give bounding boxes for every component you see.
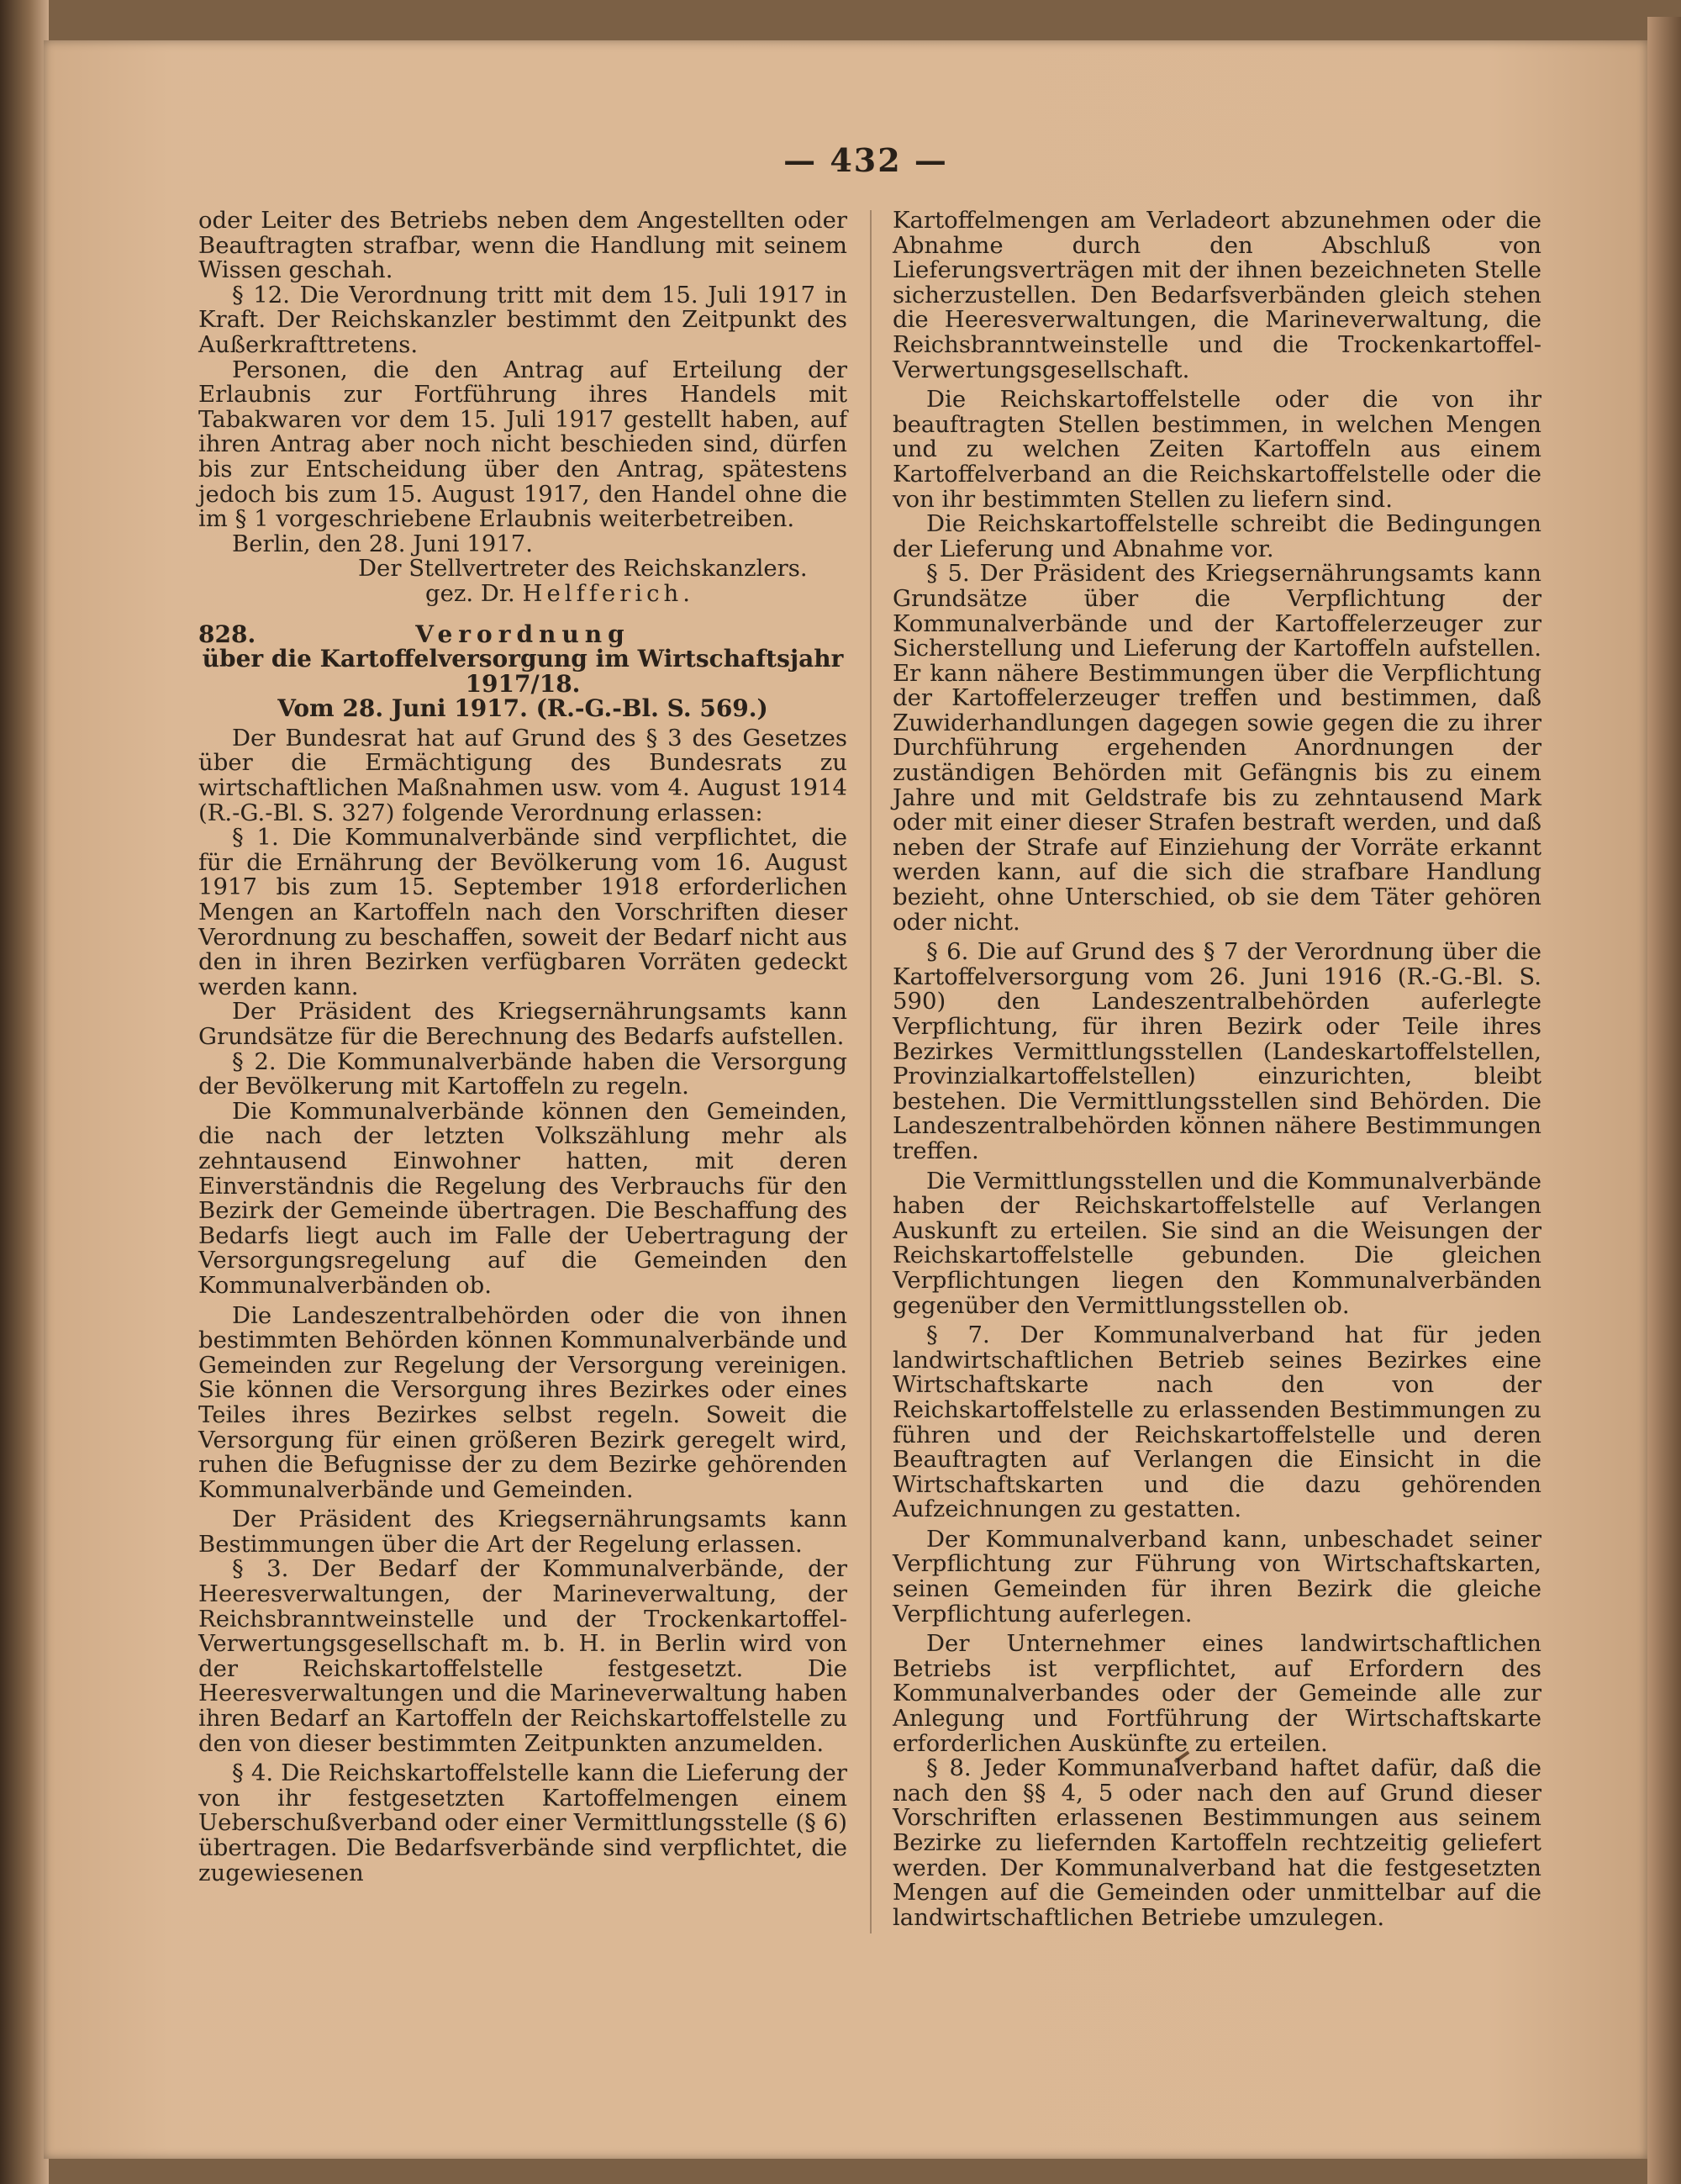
- paragraph: § 4. Die Reichskartoffelstelle kann die Lieferung der von ihr festgesetzten Kartoffelmengen einem Ueberschußverband oder einer Vermittlungsstelle (§ 6) übertragen. Die Bedarfsverbände sind verpflichtet, die zugewiesenen: [198, 1759, 847, 1886]
- decree-title: Verordnung: [415, 620, 630, 648]
- paragraph: Die Reichskartoffelstelle oder die von ihr beauftragten Stellen bestimmen, in welchen Mengen und zu welchen Zeiten Kartoffeln aus einem Kartoffelverband an die Reichskartoffelstelle oder die von ihr bestimmten Stellen zu liefern sind.: [893, 386, 1541, 513]
- paragraph: oder Leiter des Betriebs neben dem Angestellten oder Beauftragten strafbar, wenn die Handlung mit seinem Wissen geschah.: [198, 207, 847, 284]
- paragraph: § 3. Der Bedarf der Kommunalverbände, der Heeresverwaltungen, der Marineverwaltung, der Reichsbranntweinstelle und der Trockenkartoffel-Verwertungsgesellschaft m. b. H. in Berlin wird von der Reichskartoffelstelle festgesetzt. Die Heeresverwaltungen und die Marineverwaltung haben ihren Bedarf an Kartoffeln der Reichskartoffelstelle zu den von dieser bestimmten Zeitpunkten anzumelden.: [198, 1555, 847, 1757]
- paragraph: Die Reichskartoffelstelle schreibt die Bedingungen der Lieferung und Abnahme vor.: [893, 510, 1541, 562]
- place-date: Berlin, den 28. Juni 1917.: [232, 530, 533, 557]
- decree-subject: über die Kartoffelversorgung im Wirtschaftsjahr 1917/18.: [202, 645, 844, 698]
- signature-role: Der Stellvertreter des Reichskanzlers.: [358, 555, 808, 583]
- paragraph: § 12. Die Verordnung tritt mit dem 15. Juli 1917 in Kraft. Der Reichskanzler bestimmt den Zeitpunkt des Außerkrafttretens.: [198, 281, 847, 358]
- paragraph: § 7. Der Kommunalverband hat für jeden landwirtschaftlichen Betrieb seines Bezirkes eine Wirtschaftskarte nach den von der Reichskartoffelstelle zu erlassenden Bestimmungen zu führen und der Reichskartoffelstelle und deren Beauftragten auf Verlangen die Einsicht in die Wirtschaftskarten und die dazu gehörenden Aufzeichnungen zu gestatten.: [893, 1321, 1541, 1523]
- signature: [198, 579, 847, 607]
- paragraph: Die Landeszentralbehörden oder die von ihnen bestimmten Behörden können Kommunalverbände und Gemeinden zur Regelung der Versorgung vereinigen. Sie können die Versorgung ihres Bezirkes oder eines Teiles ihres Bezirkes selbst regeln. Soweit die Versorgung für einen größeren Bezirk geregelt wird, ruhen die Befugnisse der zu dem Bezirke gehörenden Kommunalverbände und Gemeinden.: [198, 1301, 847, 1503]
- paragraph: Der Kommunalverband kann, unbeschadet seiner Verpflichtung zur Führung von Wirtschaftskarten, seinen Gemeinden für ihren Bezirk die gleiche Verpflichtung auferlegen.: [893, 1525, 1541, 1627]
- paragraph: § 1. Die Kommunalverbände sind verpflichtet, die für die Ernährung der Bevölkerung vom 16. August 1917 bis zum 15. September 1918 erforderlichen Mengen an Kartoffeln nach den Vorschriften dieser Verordnung zu beschaffen, soweit der Bedarf nicht aus den in ihren Bezirken verfügbaren Vorräten gedeckt werden kann.: [198, 824, 847, 1000]
- column-divider: [870, 210, 872, 1933]
- paragraph: Der Präsident des Kriegsernährungsamts kann Bestimmungen über die Art der Regelung erlassen.: [198, 1506, 847, 1558]
- paragraph: Der Bundesrat hat auf Grund des § 3 des Gesetzes über die Ermächtigung des Bundesrats zu wirtschaftlichen Maßnahmen usw. vom 4. August 1914 (R.-G.-Bl. S. 327) folgende Verordnung erlassen:: [198, 724, 847, 826]
- paragraph: Der Präsident des Kriegsernährungsamts kann Grundsätze für die Berechnung des Bedarfs aufstellen.: [198, 998, 847, 1050]
- book-gutter: [0, 0, 49, 2184]
- right-column: [893, 208, 1541, 1930]
- signature-name: Helfferich.: [522, 579, 694, 607]
- page-number: — 432 —: [783, 141, 948, 179]
- decree-number: 828.: [198, 620, 256, 648]
- paragraph: Personen, die den Antrag auf Erteilung der Erlaubnis zur Fortführung ihres Handels mit Tabakwaren vor dem 15. Juli 1917 gestellt haben, auf ihren Antrag aber noch nicht beschieden sind, dürfen bis zur Entscheidung über den Antrag, spätestens jedoch bis zum 15. August 1917, den Handel ohne die im § 1 vorgeschriebene Erlaubnis weiterbetreiben.: [198, 356, 847, 533]
- paragraph: Die Vermittlungsstellen und die Kommunalverbände haben der Reichskartoffelstelle auf Verlangen Auskunft zu erteilen. Sie sind an die Weisungen der Reichskartoffelstelle gebunden. Die gleichen Verpflichtungen liegen den Kommunalverbänden gegenüber den Vermittlungsstellen ob.: [893, 1167, 1541, 1319]
- paragraph: Der Unternehmer eines landwirtschaftlichen Betriebs ist verpflichtet, auf Erfordern des Kommunalverbandes oder der Gemeinde alle zur Anlegung und Fortführung der Wirtschaftskarte erforderlichen Auskünfte zu erteilen.: [893, 1630, 1541, 1757]
- paragraph: § 5. Der Präsident des Kriegsernährungsamts kann Grundsätze über die Verpflichtung der Kommunalverbände und der Kartoffelerzeuger zur Sicherstellung und Lieferung der Kartoffeln aufstellen. Er kann nähere Bestimmungen über die Verpflichtung der Kartoffelerzeuger treffen und bestimmen, daß Zuwiderhandlungen dagegen sowie gegen die zu ihrer Durchführung ergehenden Anordnungen der zuständigen Behörden mit Gefängnis bis zu einem Jahre und mit Geldstrafe bis zu zehntausend Mark oder mit einer dieser Strafen bestraft werden, und daß neben der Strafe auf Einziehung der Vorräte erkannt werden kann, auf die sich die strafbare Handlung bezieht, ohne Unterschied, ob sie dem Täter gehören oder nicht.: [893, 560, 1541, 936]
- signature-prefix: gez. Dr.: [425, 579, 523, 607]
- paragraph: § 2. Die Kommunalverbände haben die Versorgung der Bevölkerung mit Kartoffeln zu regeln.: [198, 1047, 847, 1100]
- decree-date: Vom 28. Juni 1917. (R.-G.-Bl. S. 569.): [277, 694, 768, 723]
- page-edge: [1647, 17, 1681, 2184]
- left-column: [198, 208, 847, 1886]
- paragraph: Die Kommunalverbände können den Gemeinden, die nach der letzten Volkszählung mehr als zehntausend Einwohner hatten, mit deren Einverständnis die Regelung des Verbrauchs für den Bezirk der Gemeinde übertragen. Die Beschaffung des Bedarfs liegt auch im Falle der Uebertragung der Versorgungsregelung auf die Gemeinden den Kommunalverbänden ob.: [198, 1097, 847, 1299]
- decree-heading: [198, 622, 847, 647]
- paragraph: Kartoffelmengen am Verladeort abzunehmen oder die Abnahme durch den Abschluß von Lieferungsverträgen mit der ihnen bezeichneten Stelle sicherzustellen. Den Bedarfsverbänden gleich stehen die Heeresverwaltungen, die Marineverwaltung, die Reichsbranntweinstelle und die Trockenkartoffel-Verwertungsgesellschaft.: [893, 207, 1541, 383]
- paragraph: § 6. Die auf Grund des § 7 der Verordnung über die Kartoffelversorgung vom 26. Juni 1916 (R.-G.-Bl. S. 590) den Landeszentralbehörden auferlegte Verpflichtung, für ihren Bezirk oder Teile ihres Bezirkes Vermittlungsstellen (Landeskartoffelstellen, Provinzialkartoffelstellen) einzurichten, bleibt bestehen. Die Vermittlungsstellen sind Behörden. Die Landeszentralbehörden können nähere Bestimmungen treffen.: [893, 938, 1541, 1164]
- paragraph: § 8. Jeder Kommunalverband haftet dafür, daß die nach den §§ 4, 5 oder nach den auf Grund dieser Vorschriften erlassenen Bestimmungen aus seinem Bezirke zu liefernden Kartoffeln rechtzeitig geliefert werden. Der Kommunalverband hat die festgesetzten Mengen auf die Gemeinden oder unmittelbar auf die landwirtschaftlichen Betriebe umzulegen.: [893, 1754, 1541, 1931]
